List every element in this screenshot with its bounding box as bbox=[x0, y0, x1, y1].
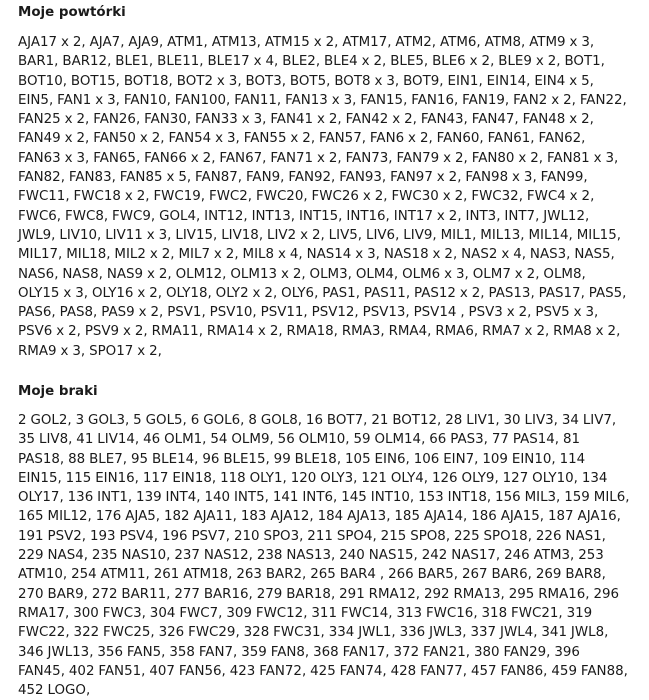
powtorki-list-text: AJA17 x 2, AJA7, AJA9, ATM1, ATM13, ATM15 x 2, ATM17, ATM2, ATM6, ATM8, ATM9 x 3, BAR1, BAR12, BLE1, BLE11, BLE17 x 4, BLE2, BLE4 x 2, BLE5, BLE6 x 2, BLE9 x 2, BOT1, BOT10, BOT15, BOT18, BOT2 x 3, BOT3, BOT5, BOT8 x 3, BOT9, EIN1, EIN14, EIN4 x 5, EIN5, FAN1 x 3, FAN10, FAN100, FAN11, FAN13 x 3, FAN15, FAN16, FAN19, FAN2 x 2, FAN22, FAN25 x 2, FAN26, FAN30, FAN33 x 3, FAN41 x 2, FAN42 x 2, FAN43, FAN47, FAN48 x 2, FAN49 x 2, FAN50 x 2, FAN54 x 3, FAN55 x 2, FAN57, FAN6 x 2, FAN60, FAN61, FAN62, FAN63 x 3, FAN65, FAN66 x 2, FAN67, FAN71 x 2, FAN73, FAN79 x 2, FAN80 x 2, FAN81 x 3, FAN82, FAN83, FAN85 x 5, FAN87, FAN9, FAN92, FAN93, FAN97 x 2, FAN98 x 3, FAN99, FWC11, FWC18 x 2, FWC19, FWC2, FWC20, FWC26 x 2, FWC30 x 2, FWC32, FWC4 x 2, FWC6, FWC8, FWC9, GOL4, INT12, INT13, INT15, INT16, INT17 x 2, INT3, INT7, JWL12, JWL9, LIV10, LIV11 x 3, LIV15, LIV18, LIV2 x 2, LIV5, LIV6, LIV9, MIL1, MIL13, MIL14, MIL15, MIL17, MIL18, MIL2 x 2, MIL7 x 2, MIL8 x 4, NAS14 x 3, NAS18 x 2, NAS2 x 4, NAS3, NAS5, NAS6, NAS8, NAS9 x 2, OLM12, OLM13 x 2, OLM3, OLM4, OLM6 x 3, OLM7 x 2, OLM8, OLY15 x 3, OLY16 x 2, OLY18, OLY2 x 2, OLY6, PAS1, PAS11, PAS12 x 2, PAS13, PAS17, PAS5, PAS6, PAS8, PAS9 x 2, PSV1, PSV10, PSV11, PSV12, PSV13, PSV14 , PSV3 x 2, PSV5 x 3, PSV6 x 2, PSV9 x 2, RMA11, RMA14 x 2, RMA18, RMA3, RMA4, RMA6, RMA7 x 2, RMA8 x 2, RMA9 x 3, SPO17 x 2, bbox=[18, 35, 627, 359]
braki-list-text: 2 GOL2, 3 GOL3, 5 GOL5, 6 GOL6, 8 GOL8, 16 BOT7, 21 BOT12, 28 LIV1, 30 LIV3, 34 LIV7, 35 LIV8, 41 LIV14, 46 OLM1, 54 OLM9, 56 OLM10, 59 OLM14, 66 PAS3, 77 PAS14, 81 PAS18, 88 BLE7, 95 BLE14, 96 BLE15, 99 BLE18, 105 EIN6, 106 EIN7, 109 EIN10, 114 EIN15, 115 EIN16, 117 EIN18, 118 OLY1, 120 OLY3, 121 OLY4, 126 OLY9, 127 OLY10, 134 OLY17, 136 INT1, 139 INT4, 140 INT5, 141 INT6, 145 INT10, 153 INT18, 156 MIL3, 159 MIL6, 165 MIL12, 176 AJA5, 182 AJA11, 183 AJA12, 184 AJA13, 185 AJA14, 186 AJA15, 187 AJA16, 191 PSV2, 193 PSV4, 196 PSV7, 210 SPO3, 211 SPO4, 215 SPO8, 225 SPO18, 226 NAS1, 229 NAS4, 235 NAS10, 237 NAS12, 238 NAS13, 240 NAS15, 242 NAS17, 246 ATM3, 253 ATM10, 254 ATM11, 261 ATM18, 263 BAR2, 265 BAR4 , 266 BAR5, 267 BAR6, 269 BAR8, 270 BAR9, 272 BAR11, 277 BAR16, 279 BAR18, 291 RMA12, 292 RMA13, 295 RMA16, 296 RMA17, 300 FWC3, 304 FWC7, 309 FWC12, 311 FWC14, 313 FWC16, 318 FWC21, 319 FWC22, 322 FWC25, 326 FWC29, 328 FWC31, 334 JWL1, 336 JWL3, 337 JWL4, 341 JWL8, 346 JWL13, 356 FAN5, 358 FAN7, 359 FAN8, 368 FAN17, 372 FAN21, 380 FAN29, 396 FAN45, 402 FAN51, 407 FAN56, 423 FAN72, 425 FAN74, 428 FAN77, 457 FAN86, 459 FAN88, 452 LOGO, bbox=[18, 413, 630, 699]
section-title-powtorki: Moje powtórki bbox=[18, 5, 126, 20]
section-title-braki: Moje braki bbox=[18, 384, 98, 399]
